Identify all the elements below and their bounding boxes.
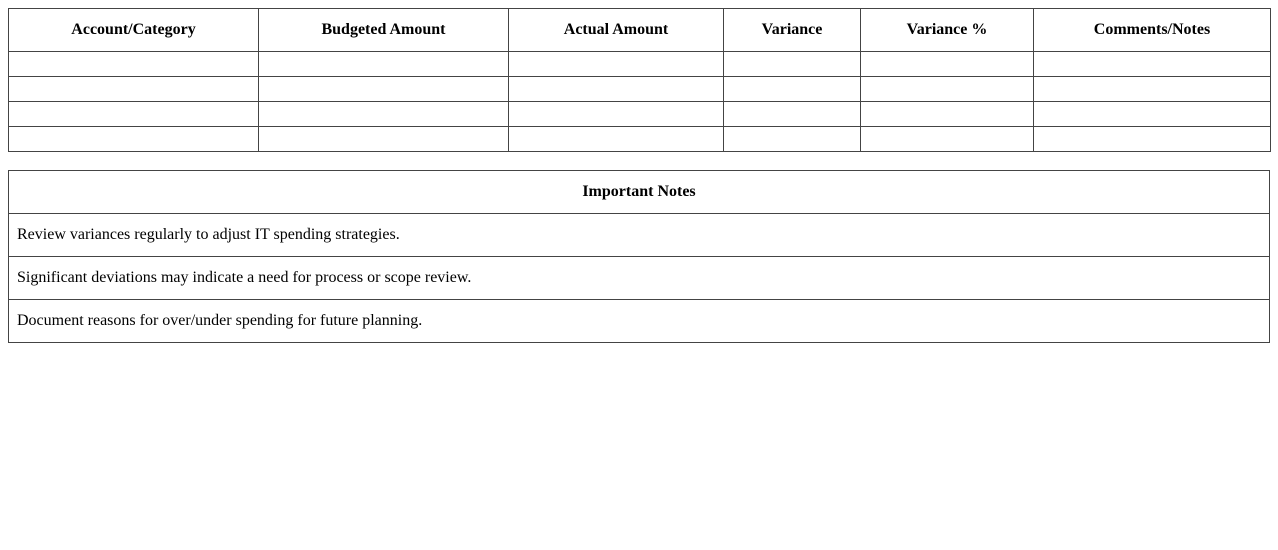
column-header-variance: Variance [724,9,861,52]
note-text: Significant deviations may indicate a need for process or scope review. [9,257,1270,300]
table-row [9,127,1271,152]
list-item [9,214,1270,257]
table-cell [724,102,861,127]
important-notes-table [8,170,1270,343]
table-cell [1034,127,1271,152]
table-cell [1034,77,1271,102]
table-cell [259,102,509,127]
table-row [9,52,1271,77]
column-header-budgeted-amount: Budgeted Amount [259,9,509,52]
table-cell [259,52,509,77]
column-header-comments-notes: Comments/Notes [1034,9,1271,52]
table-cell [1034,52,1271,77]
table-cell [1034,102,1271,127]
list-item [9,300,1270,343]
column-header-variance-percent: Variance % [861,9,1034,52]
table-cell [509,127,724,152]
table-cell [259,77,509,102]
table-cell [724,127,861,152]
table-cell [724,52,861,77]
table-cell [861,127,1034,152]
table-cell [861,52,1034,77]
table-cell [724,77,861,102]
table-cell [509,52,724,77]
notes-header: Important Notes [9,171,1270,214]
table-row [9,102,1271,127]
table-cell [9,127,259,152]
note-text: Review variances regularly to adjust IT spending strategies. [9,214,1270,257]
table-cell [9,102,259,127]
table-cell [861,77,1034,102]
column-header-actual-amount: Actual Amount [509,9,724,52]
table-cell [259,127,509,152]
list-item [9,257,1270,300]
table-header-row [9,9,1271,52]
table-row [9,77,1271,102]
notes-header-row [9,171,1270,214]
table-cell [861,102,1034,127]
table-cell [509,77,724,102]
note-text: Document reasons for over/under spending for future planning. [9,300,1270,343]
column-header-account-category: Account/Category [9,9,259,52]
table-cell [509,102,724,127]
budget-variance-table [8,8,1271,152]
table-cell [9,52,259,77]
table-cell [9,77,259,102]
